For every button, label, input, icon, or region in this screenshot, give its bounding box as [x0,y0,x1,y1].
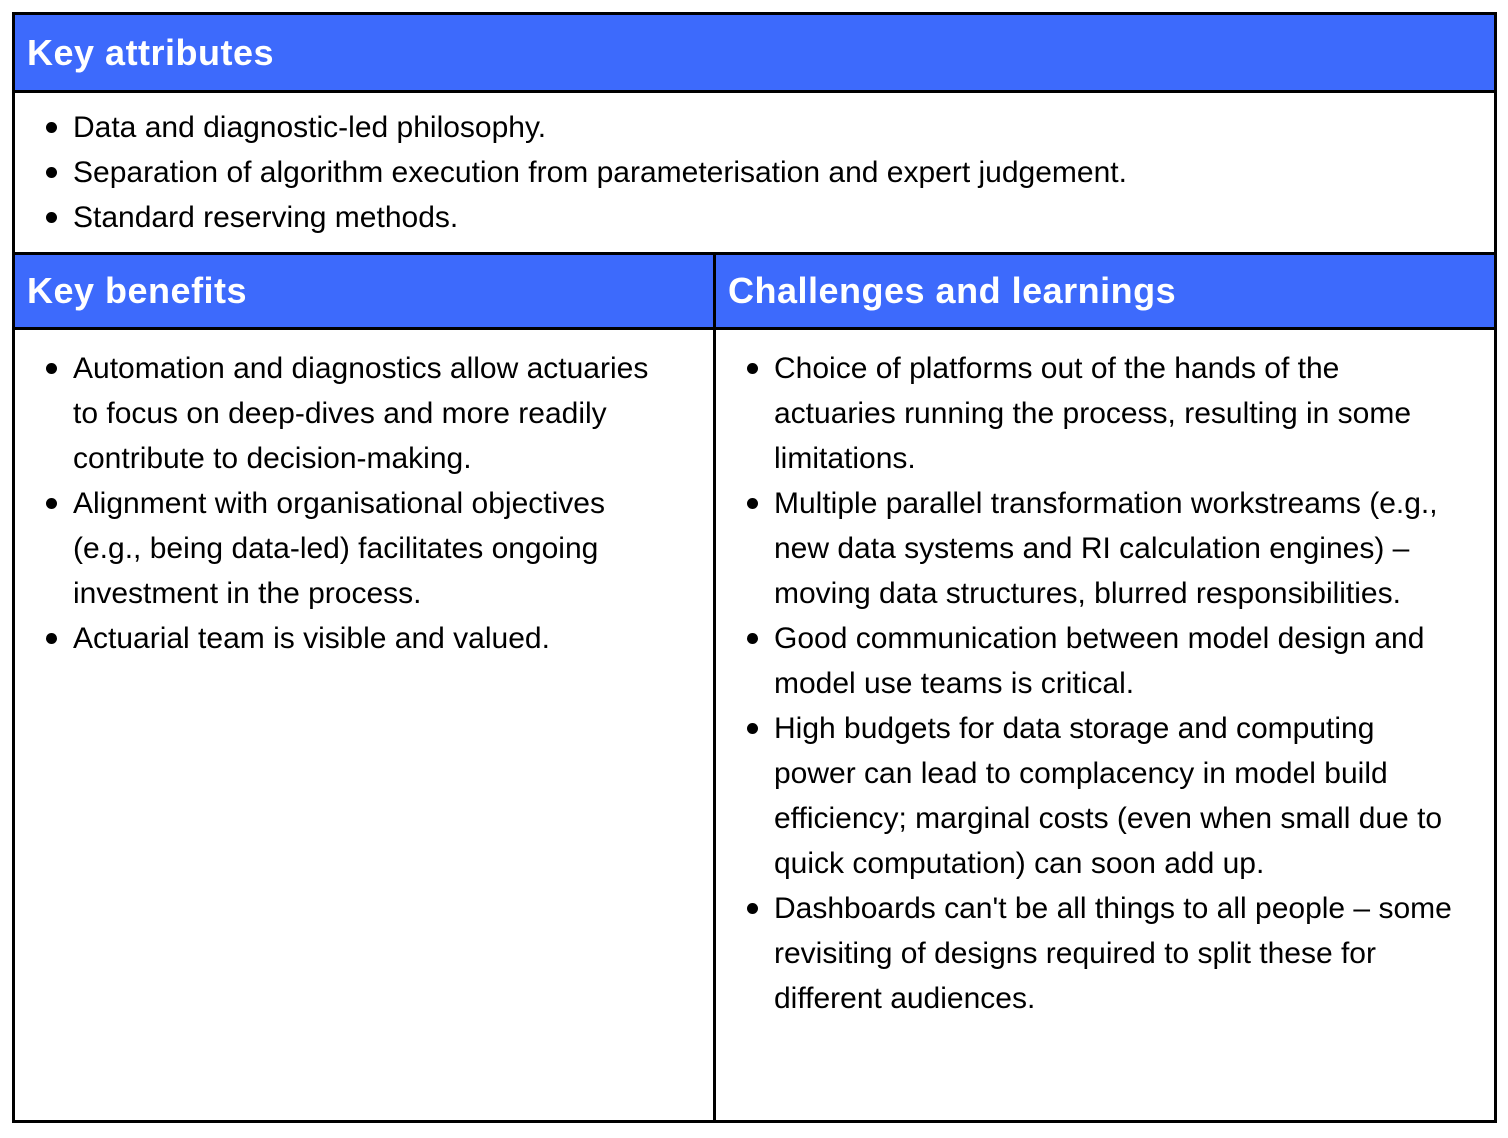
bullet-item: Good communication between model design and model use teams is critical. [746,616,1456,706]
bullet-item: Multiple parallel transformation workstreams (e.g., new data systems and RI calculation engines) – moving data structures, blurred responsibilities. [746,481,1456,616]
bullet-item: Alignment with organisational objectives (e.g., being data-led) facilitates ongoing investment in the process. [45,481,675,616]
two-column-section [15,255,1494,1120]
key-attributes-header [15,15,1494,93]
challenges-list [716,330,1494,1021]
bullet-item: Standard reserving methods. [45,195,1456,240]
challenges-cell [716,330,1494,1120]
summary-table [12,12,1497,1123]
bullet-item: Data and diagnostic-led philosophy. [45,105,1456,150]
challenges-column [716,255,1494,1120]
bullet-item: High budgets for data storage and computing power can lead to complacency in model build efficiency; marginal costs (even when small due to quick computation) can soon add up. [746,706,1456,886]
key-benefits-header [15,255,713,330]
bullet-item: Dashboards can't be all things to all people – some revisiting of designs required to split these for different audiences. [746,886,1456,1021]
challenges-title: Challenges and learnings [728,270,1177,311]
key-attributes-list [15,93,1494,240]
bullet-item: Choice of platforms out of the hands of the actuaries running the process, resulting in some limitations. [746,346,1456,481]
bullet-item: Automation and diagnostics allow actuaries to focus on deep-dives and more readily contribute to decision-making. [45,346,675,481]
key-benefits-cell [15,330,713,1120]
challenges-header [716,255,1494,330]
key-benefits-list [15,330,713,661]
key-attributes-cell [15,93,1494,255]
key-benefits-column [15,255,716,1120]
key-benefits-title: Key benefits [27,270,248,311]
bullet-item: Actuarial team is visible and valued. [45,616,675,661]
key-attributes-title: Key attributes [27,31,275,73]
bullet-item: Separation of algorithm execution from parameterisation and expert judgement. [45,150,1456,195]
